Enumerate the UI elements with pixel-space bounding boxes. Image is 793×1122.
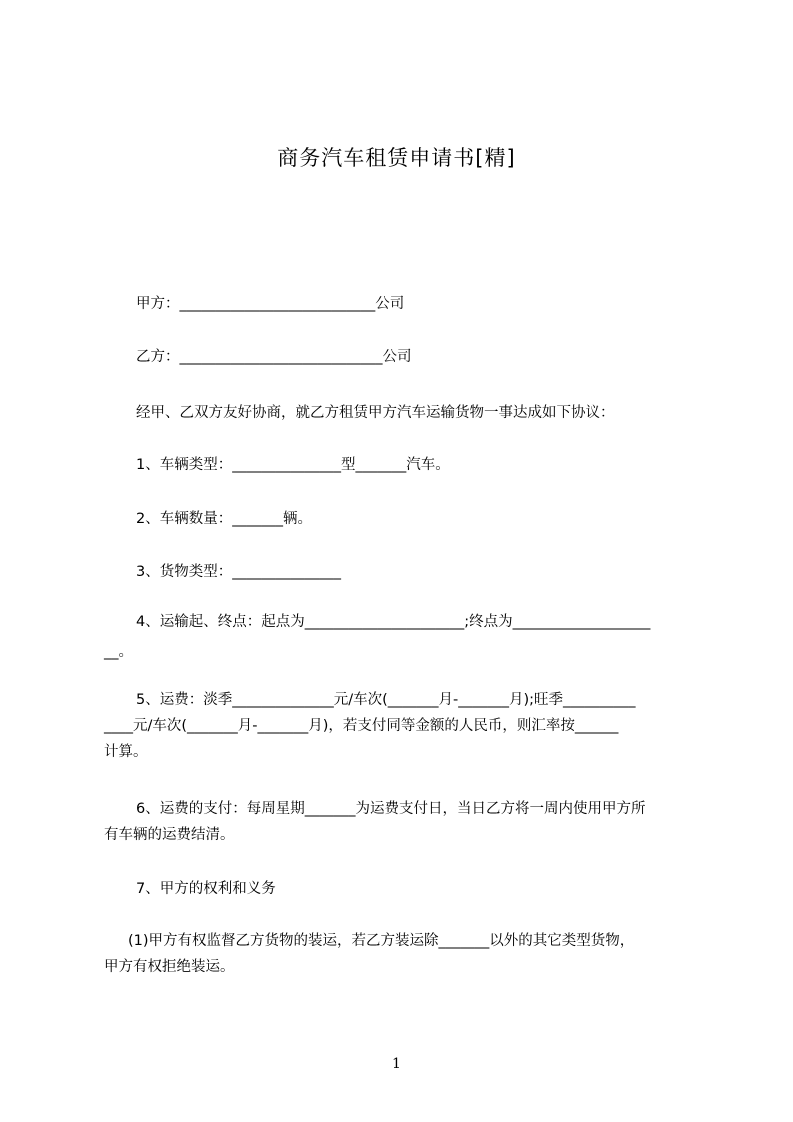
item-payment [104,796,704,848]
item-freight-line-3: 计算。 [104,744,148,760]
item-route-line-1: 4、运输起、终点：起点为______________________;终点为___________________ [136,614,651,630]
item-payment-line-1: 6、运费的支付：每周星期_______为运费支付日，当日乙方将一周内使用甲方所 [136,801,646,817]
item-route-line-2: __。 [104,644,133,660]
item-vehicle-type: 1、车辆类型：_______________型_______汽车。 [136,457,450,473]
item-party-a-rights-1-line-2: 甲方有权拒绝装运。 [104,959,235,975]
party-a-line: 甲方：___________________________公司 [136,296,405,312]
item-party-a-rights-1 [104,928,704,980]
item-freight [104,687,704,765]
item-cargo-type: 3、货物类型：_______________ [136,564,341,580]
item-party-a-rights-1-line-1: (1)甲方有权监督乙方货物的装运，若乙方装运除_______以外的其它类型货物， [128,933,635,949]
item-payment-line-2: 有车辆的运费结清。 [104,827,235,843]
document-title: 商务汽车租赁申请书[精] [277,146,516,170]
item-route [104,609,704,665]
item-freight-line-1: 5、运费：淡季______________元/车次(_______月-_______月);旺季__________ [136,692,636,708]
intro-paragraph: 经甲、乙双方友好协商，就乙方租赁甲方汽车运输货物一事达成如下协议： [136,405,615,421]
item-vehicle-count: 2、车辆数量：_______辆。 [136,511,312,527]
page-number: 1 [392,1056,401,1072]
party-b-line: 乙方：____________________________公司 [136,349,412,365]
item-party-a-rights: 7、甲方的权利和义务 [136,881,276,897]
item-freight-line-2: ____元/车次(_______月-_______月)，若支付同等金额的人民币，则汇率按______ [104,718,619,734]
